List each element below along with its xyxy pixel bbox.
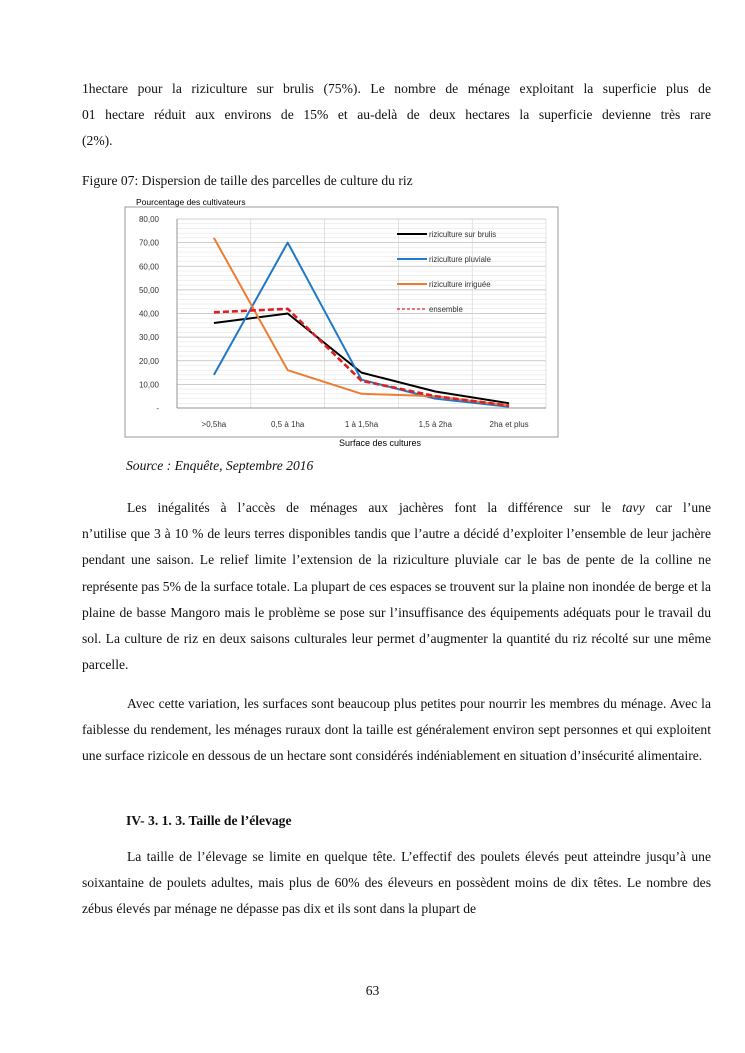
y-tick-label: 50,00 xyxy=(138,285,159,295)
legend-label: ensemble xyxy=(429,305,463,314)
page-number: 63 xyxy=(365,983,380,998)
x-tick-label: 1 à 1,5ha xyxy=(344,420,379,429)
legend-label: riziculture irriguée xyxy=(429,280,491,289)
x-tick-label: >0,5ha xyxy=(201,420,227,429)
tavy-first-line xyxy=(82,495,711,521)
y-tick-label: 70,00 xyxy=(138,238,159,248)
y-tick-label: 10,00 xyxy=(138,380,159,390)
y-tick-label: 80,00 xyxy=(138,215,159,224)
paragraph-elevage: La taille de l’élevage se limite en quelque tête. L’effectif des poulets élevés peut atteindre jusqu’à une soixantaine de poulets adultes, mais plus de 60% des éleveurs en possèdent moins de dix têtes. Le nombre des zébus élevés par ménage ne dépasse pas dix et ils sont dans la plupart de xyxy=(82,849,711,917)
intro-line-3: (2%). xyxy=(82,133,113,149)
y-tick-label: 40,00 xyxy=(138,309,159,319)
x-tick-label: 0,5 à 1ha xyxy=(271,420,305,429)
y-axis-title: Pourcentage des cultivateurs xyxy=(136,197,246,207)
legend-label: riziculture sur brulis xyxy=(429,230,497,239)
figure-source: Source : Enquête, Septembre 2016 xyxy=(126,458,314,473)
line-chart xyxy=(120,195,565,450)
tavy-text-b: car l’une xyxy=(644,500,711,515)
x-axis-title: Surface des cultures xyxy=(338,438,422,448)
y-tick-label: 20,00 xyxy=(138,356,159,366)
x-tick-label: 2ha et plus xyxy=(489,420,529,429)
tavy-rest: n’utilise que 3 à 10 % de leurs terres disponibles tandis que l’autre a décidé d’exploiter l’ensemble de leur jachère pendant une saison. Le relief limite l’extension de la riziculture pluviale car le bas de pente de la colline ne représente pas 5% de la surface totale. La plupart de ces espaces se trouvent sur la plaine non inondée de berge et la plaine de basse Mangoro mais le problème se pose sur l’insuffisance des équipements adéquats pour le travail du sol. La culture de riz en deux saisons culturales leur permet d’augmenter la quantité du riz récolté sur une même parcelle. xyxy=(82,526,711,673)
paragraph-intro xyxy=(82,76,711,155)
figure-caption: Figure 07: Dispersion de taille des parcelles de culture du riz xyxy=(82,173,413,188)
x-tick-label: 1,5 à 2ha xyxy=(418,420,452,429)
intro-line-1: 1hectare pour la riziculture sur brulis (75%). Le nombre de ménage exploitant la superficie plus de xyxy=(82,81,711,96)
legend-label: riziculture pluviale xyxy=(429,255,491,264)
y-tick-label: 60,00 xyxy=(138,262,159,272)
section-heading: IV- 3. 1. 3. Taille de l’élevage xyxy=(126,813,292,828)
paragraph-variation: Avec cette variation, les surfaces sont beaucoup plus petites pour nourrir les membres du ménage. Avec la faiblesse du rendement, les ménages ruraux dont la taille est généralement environ sept personnes et qui exploitent une surface rizicole en dessous de un hectare sont considérés indéniablement en situation d’insécurité alimentaire. xyxy=(82,696,711,764)
y-tick-label: - xyxy=(156,404,159,413)
y-tick-label: 30,00 xyxy=(138,333,159,343)
tavy-term: tavy xyxy=(621,500,645,515)
paragraph-tavy xyxy=(82,495,711,678)
intro-line-2: 01 hectare réduit aux environs de 15% et au-delà de deux hectares la superficie devienne très rare xyxy=(82,107,711,123)
tavy-text-a: Les inégalités à l’accès de ménages aux jachères font la différence sur le xyxy=(127,500,622,515)
